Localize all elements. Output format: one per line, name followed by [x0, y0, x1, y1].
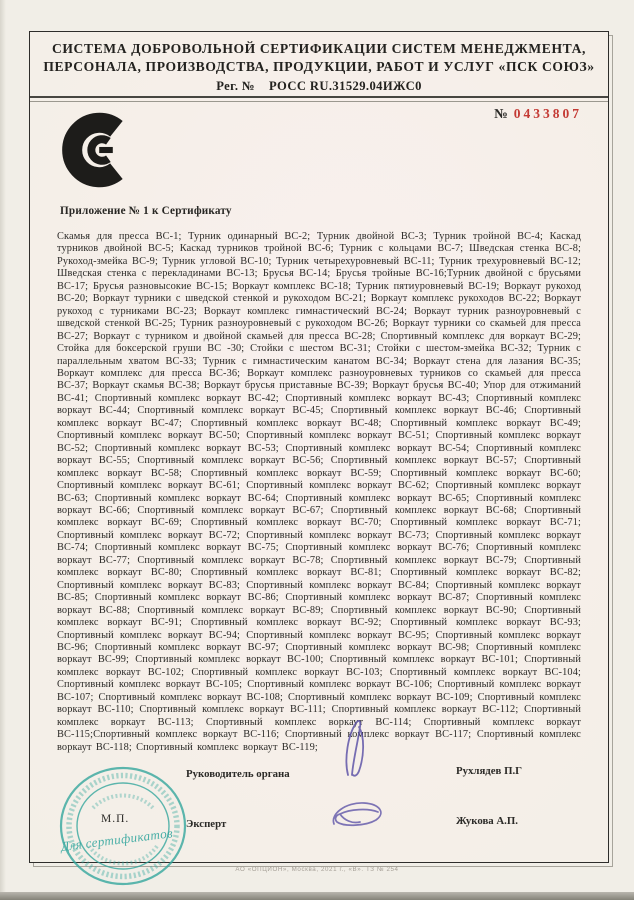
- head-name: Рухлядев П.Г: [456, 765, 523, 777]
- system-title-line1: СИСТЕМА ДОБРОВОЛЬНОЙ СЕРТИФИКАЦИИ СИСТЕМ МЕНЕДЖМЕНТА,: [51, 41, 587, 56]
- stamp-purpose-text: Для сертификатов: [60, 825, 174, 854]
- certificate-frame: [29, 31, 609, 863]
- registration-number: [30, 79, 608, 94]
- certificate-header: [30, 32, 608, 94]
- expert-signature-icon: [322, 794, 394, 838]
- stamp-place-label: М.П.: [101, 813, 130, 825]
- appendix-title: Приложение № 1 к Сертификату: [60, 205, 232, 217]
- reg-value: РОСС RU.31529.04ИЖС0: [268, 79, 422, 93]
- certificate-number-label: №: [494, 106, 508, 121]
- head-signature-icon: [326, 717, 382, 779]
- product-list-text: Скамья для пресса ВС-1; Турник одинарный ВС-2; Турник двойной ВС-3; Турник тройной ВС-4; Каскад турников двойной ВС-5; Каскад турников тройной ВС-6; Турник с кольцами ВС-7; Шведская стенка ВС-8; Рукоход-змейка ВС-9; Турник угловой ВС-10; Турник четырехуровневый ВС-11; Турник трехуровневый ВС-12; Шведская стенка с перекладинами ВС-13; Брусья ВС-14; Брусья тройные ВС-16;Турник двойной с брусьями ВС-17; Брусья разновысокие ВС-15; Воркаут комплекс ВС-18; Турник пятиуровневый ВС-19; Воркаут рукоход ВС-20; Воркаут турники с шведской стенкой и рукоходом ВС-21; Воркаут комплекс рукоходов ВС-22; Воркаут рукоход с турниками ВС-23; Воркаут комплекс гимнастический ВС-24; Воркаут турник разноуровневый с шведской стенкой ВС-25; Турник разноуровневый с рукоходом ВС-26; Воркаут турники со скамьей для пресса ВС-27; Воркаут с турником и двойной скамьей для пресса ВС-28; Спортивный комплекс для воркаут ВС-29; Стойка для боксерской груши ВС -30; Стойки с шестом ВС-31; Стойки с шестом-змейка ВС-32; Турник с параллельным хватом ВС-33; Турник с гимнастическим канатом ВС-34; Воркаут стена для лазания ВС-35; Воркаут комплекс для пресса ВС-36; Воркаут комплекс разноуровневых турников со скамьей для пресса ВС-37; Воркаут скамья ВС-38; Воркаут брусья приставные ВС-39; Воркаут брусья ВС-40; Упор для отжиманий ВС-41; Спортивный комплекс воркаут ВС-42; Спортивный комплекс воркаут ВС-43; Спортивный комплекс воркаут ВС-44; Спортивный комплекс воркаут ВС-45; Спортивный комплекс воркаут ВС-46; Спортивный комплекс воркаут ВС-47; Спортивный комплекс воркаут ВС-48; Спортивный комплекс воркаут ВС-49; Спортивный комплекс воркаут ВС-50; Спортивный комплекс воркаут ВС-51; Спортивный комплекс воркаут ВС-52; Спортивный комплекс воркаут ВС-53; Спортивный комплекс воркаут ВС-54; Спортивный комплекс воркаут ВС-55; Спортивный комплекс воркаут ВС-56; Спортивный комплекс воркаут ВС-57; Спортивный комплекс воркаут ВС-58; Спортивный комплекс воркаут ВС-59; Спортивный комплекс воркаут ВС-60; Спортивный комплекс воркаут ВС-61; Спортивный комплекс воркаут ВС-62; Спортивный комплекс воркаут ВС-63; Спортивный комплекс воркаут ВС-64; Спортивный комплекс воркаут ВС-65; Спортивный комплекс воркаут ВС-66; Спортивный комплекс воркаут ВС-67; Спортивный комплекс воркаут ВС-68; Спортивный комплекс воркаут ВС-69; Спортивный комплекс воркаут ВС-70; Спортивный комплекс воркаут ВС-71; Спортивный комплекс воркаут ВС-72; Спортивный комплекс воркаут ВС-73; Спортивный комплекс воркаут ВС-74; Спортивный комплекс воркаут ВС-75; Спортивный комплекс воркаут ВС-76; Спортивный комплекс воркаут ВС-77; Спортивный комплекс воркаут ВС-78; Спортивный комплекс воркаут ВС-79; Спортивный комплекс воркаут ВС-80; Спортивный комплекс воркаут ВС-81; Спортивный комплекс воркаут ВС-82; Спортивный комплекс воркаут ВС-83; Спортивный комплекс воркаут ВС-84; Спортивный комплекс воркаут ВС-85; Спортивный комплекс воркаут ВС-86; Спортивный комплекс воркаут ВС-87; Спортивный комплекс воркаут ВС-88; Спортивный комплекс воркаут ВС-89; Спортивный комплекс воркаут ВС-90; Спортивный комплекс воркаут ВС-91; Спортивный комплекс воркаут ВС-92; Спортивный комплекс воркаут ВС-93; Спортивный комплекс воркаут ВС-94; Спортивный комплекс воркаут ВС-95; Спортивный комплекс воркаут ВС-96; Спортивный комплекс воркаут ВС-97; Спортивный комплекс воркаут ВС-98; Спортивный комплекс воркаут ВС-99; Спортивный комплекс воркаут ВС-100; Спортивный комплекс воркаут ВС-101; Спортивный комплекс воркаут ВС-102; Спортивный комплекс воркаут ВС-103; Спортивный комплекс воркаут ВС-104; Спортивный комплекс воркаут ВС-105; Спортивный комплекс воркаут ВС-106; Спортивный комплекс воркаут ВС-107; Спортивный комплекс воркаут ВС-108; Спортивный комплекс воркаут ВС-109; Спортивный комплекс воркаут ВС-110; Спортивный комплекс воркаут ВС-111; Спортивный комплекс воркаут ВС-112; Спортивный комплекс воркаут ВС-113; Спортивный комплекс воркаут ВС-114; Спортивный комплекс воркаут ВС-115;Спортивный комплекс воркаут ВС-116; Спортивный комплекс воркаут ВС-117; Спортивный комплекс воркаут ВС-118; Спортивный комплекс воркаут ВС-119;: [57, 231, 581, 753]
- head-role-label: Руководитель органа: [186, 768, 290, 780]
- scan-bottom-edge: [0, 892, 634, 900]
- system-title: [30, 40, 608, 75]
- header-divider: [30, 96, 608, 98]
- scan-left-edge: [0, 0, 6, 900]
- expert-role-label: Эксперт: [186, 818, 227, 830]
- reg-label: Рег. №: [216, 79, 255, 93]
- system-title-line2: ПЕРСОНАЛА, ПРОИЗВОДСТВА, ПРОДУКЦИИ, РАБОТ И УСЛУГ «ПСК СОЮЗ»: [43, 58, 595, 74]
- printer-imprint: АО «ОПЦИОН», Москва, 2021 г., «В». ТЗ № 254: [235, 866, 399, 873]
- certificate-number: [494, 106, 582, 122]
- certificate-number-value: 0433807: [513, 106, 582, 121]
- header-divider-echo: [30, 101, 608, 102]
- expert-name: Жукова А.П.: [456, 815, 518, 827]
- certification-mark-icon: [59, 110, 141, 190]
